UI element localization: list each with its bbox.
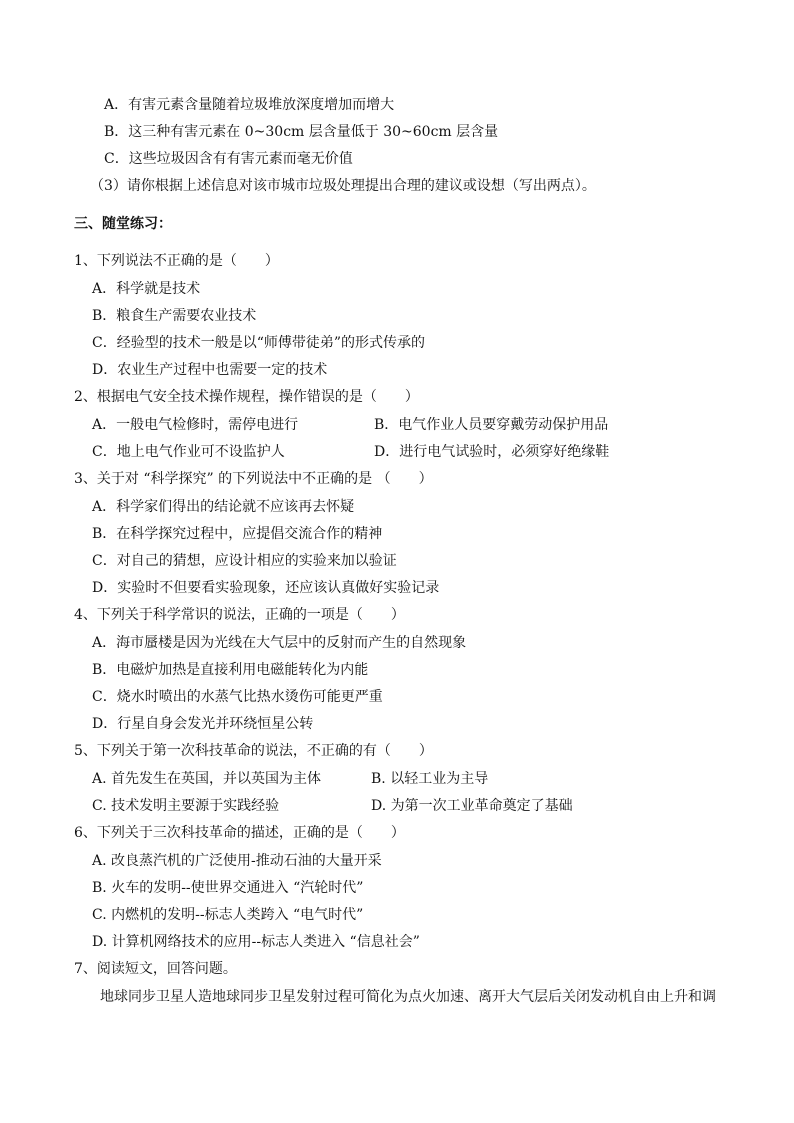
prev-question-3: （3）请你根据上述信息对该市城市垃圾处理提出合理的建议或设想（写出两点）。 — [90, 178, 596, 194]
question-1-option-b: B．粮食生产需要农业技术 — [92, 308, 257, 324]
question-3-option-a: A．科学家们得出的结论就不应该再去怀疑 — [92, 499, 355, 515]
question-4-option-d: D．行星自身会发光并环绕恒星公转 — [92, 716, 314, 732]
prev-option-a: A．有害元素含量随着垃圾堆放深度增加而增大 — [104, 97, 395, 113]
question-6-option-c: C. 内燃机的发明--标志人类跨入 “电气时代” — [92, 907, 364, 923]
question-3-option-d: D．实验时不但要看实验现象，还应该认真做好实验记录 — [92, 580, 440, 596]
prev-option-c: C．这些垃圾因含有有害元素而毫无价值 — [104, 151, 353, 167]
question-7-stem: 7、阅读短文，回答问题。 — [74, 961, 237, 977]
question-1-option-d: D．农业生产过程中也需要一定的技术 — [92, 362, 328, 378]
question-5-option-c: C. 技术发明主要源于实践经验 — [92, 798, 280, 814]
question-1-option-c: C．经验型的技术一般是以“师傅带徒弟”的形式传承的 — [92, 335, 426, 351]
question-2-option-b: B．电气作业人员要穿戴劳动保护用品 — [374, 417, 609, 433]
question-3-stem: 3、关于对 “科学探究” 的下列说法中不正确的是 （ ） — [74, 471, 433, 487]
prev-option-b: B．这三种有害元素在 0~30cm 层含量低于 30~60cm 层含量 — [104, 124, 499, 140]
question-4-option-b: B．电磁炉加热是直接利用电磁能转化为内能 — [92, 662, 369, 678]
question-2-option-a: A．一般电气检修时，需停电进行 — [92, 417, 299, 433]
question-5-option-a: A. 首先发生在英国，并以英国为主体 — [92, 771, 322, 787]
question-1-stem: 1、下列说法不正确的是（ ） — [74, 253, 279, 269]
question-2-option-d: D．进行电气试验时，必须穿好绝缘鞋 — [374, 444, 610, 460]
question-2-stem: 2、根据电气安全技术操作规程，操作错误的是（ ） — [74, 389, 419, 405]
question-2-option-c: C．地上电气作业可不设监护人 — [92, 444, 285, 460]
question-5-option-d: D. 为第一次工业革命奠定了基础 — [371, 798, 573, 814]
question-6-stem: 6、下列关于三次科技革命的描述，正确的是（ ） — [74, 825, 405, 841]
question-4-option-c: C．烧水时喷出的水蒸气比热水烫伤可能更严重 — [92, 689, 383, 705]
question-3-option-b: B．在科学探究过程中，应提倡交流合作的精神 — [92, 526, 383, 542]
question-6-option-d: D. 计算机网络技术的应用--标志人类进入 “信息社会” — [92, 934, 420, 950]
question-6-option-a: A. 改良蒸汽机的广泛使用-推动石油的大量开采 — [92, 853, 382, 869]
question-4-stem: 4、下列关于科学常识的说法，正确的一项是（ ） — [74, 607, 405, 623]
question-7-passage: 地球同步卫星人造地球同步卫星发射过程可简化为点火加速、离开大气层后关闭发动机自由上升和调 — [100, 989, 716, 1005]
question-3-option-c: C．对自己的猜想，应设计相应的实验来加以验证 — [92, 553, 397, 569]
question-5-stem: 5、下列关于第一次科技革命的说法，不正确的有（ ） — [74, 743, 433, 759]
question-1-option-a: A．科学就是技术 — [92, 281, 201, 297]
question-6-option-b: B. 火车的发明--使世界交通进入 “汽轮时代” — [92, 880, 364, 896]
section-title: 三、随堂练习： — [74, 216, 172, 232]
question-4-option-a: A．海市蜃楼是因为光线在大气层中的反射而产生的自然现象 — [92, 635, 467, 651]
question-5-option-b: B. 以轻工业为主导 — [371, 771, 489, 787]
